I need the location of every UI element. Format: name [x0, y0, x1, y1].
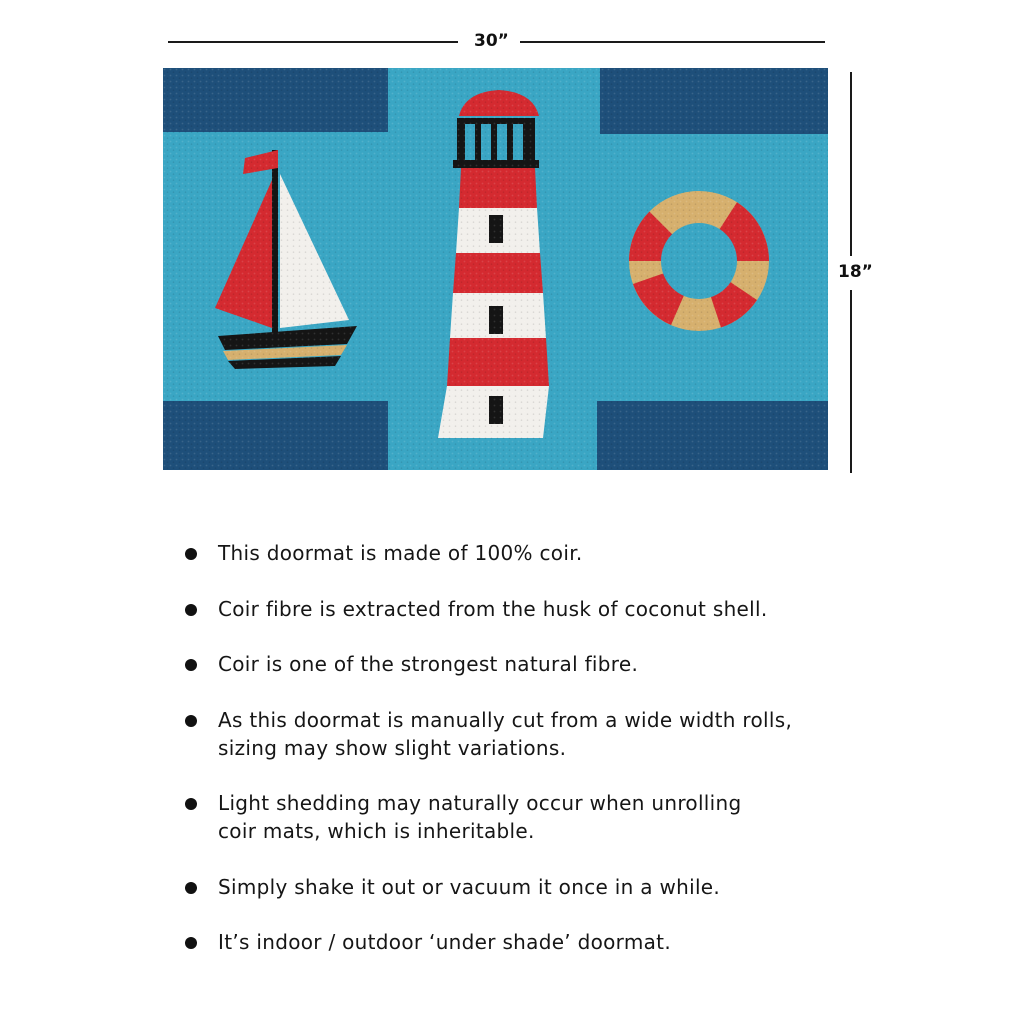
feature-text: This doormat is made of 100% coir. [218, 541, 583, 565]
feature-text: Light shedding may naturally occur when unrolling coir mats, which is inheritable. [218, 791, 742, 843]
bullet-icon [185, 715, 197, 727]
bullet-icon [185, 882, 197, 894]
feature-text: As this doormat is manually cut from a wide width rolls, sizing may show slight variations. [218, 708, 793, 760]
list-item [218, 873, 918, 901]
list-item [218, 595, 918, 623]
list-item [218, 650, 918, 678]
list-item [218, 539, 918, 567]
feature-text: It’s indoor / outdoor ‘under shade’ doormat. [218, 930, 671, 954]
bullet-icon [185, 659, 197, 671]
bullet-icon [185, 937, 197, 949]
list-item [218, 789, 918, 845]
list-item [218, 706, 918, 762]
feature-text: Coir is one of the strongest natural fibre. [218, 652, 639, 676]
width-dimension-label: 30” [474, 31, 509, 51]
feature-text: Simply shake it out or vacuum it once in a while. [218, 875, 721, 899]
bullet-icon [185, 604, 197, 616]
feature-text: Coir fibre is extracted from the husk of coconut shell. [218, 597, 768, 621]
height-dimension-label: 18” [838, 262, 873, 282]
list-item [218, 928, 918, 956]
bullet-icon [185, 798, 197, 810]
bullet-icon [185, 548, 197, 560]
